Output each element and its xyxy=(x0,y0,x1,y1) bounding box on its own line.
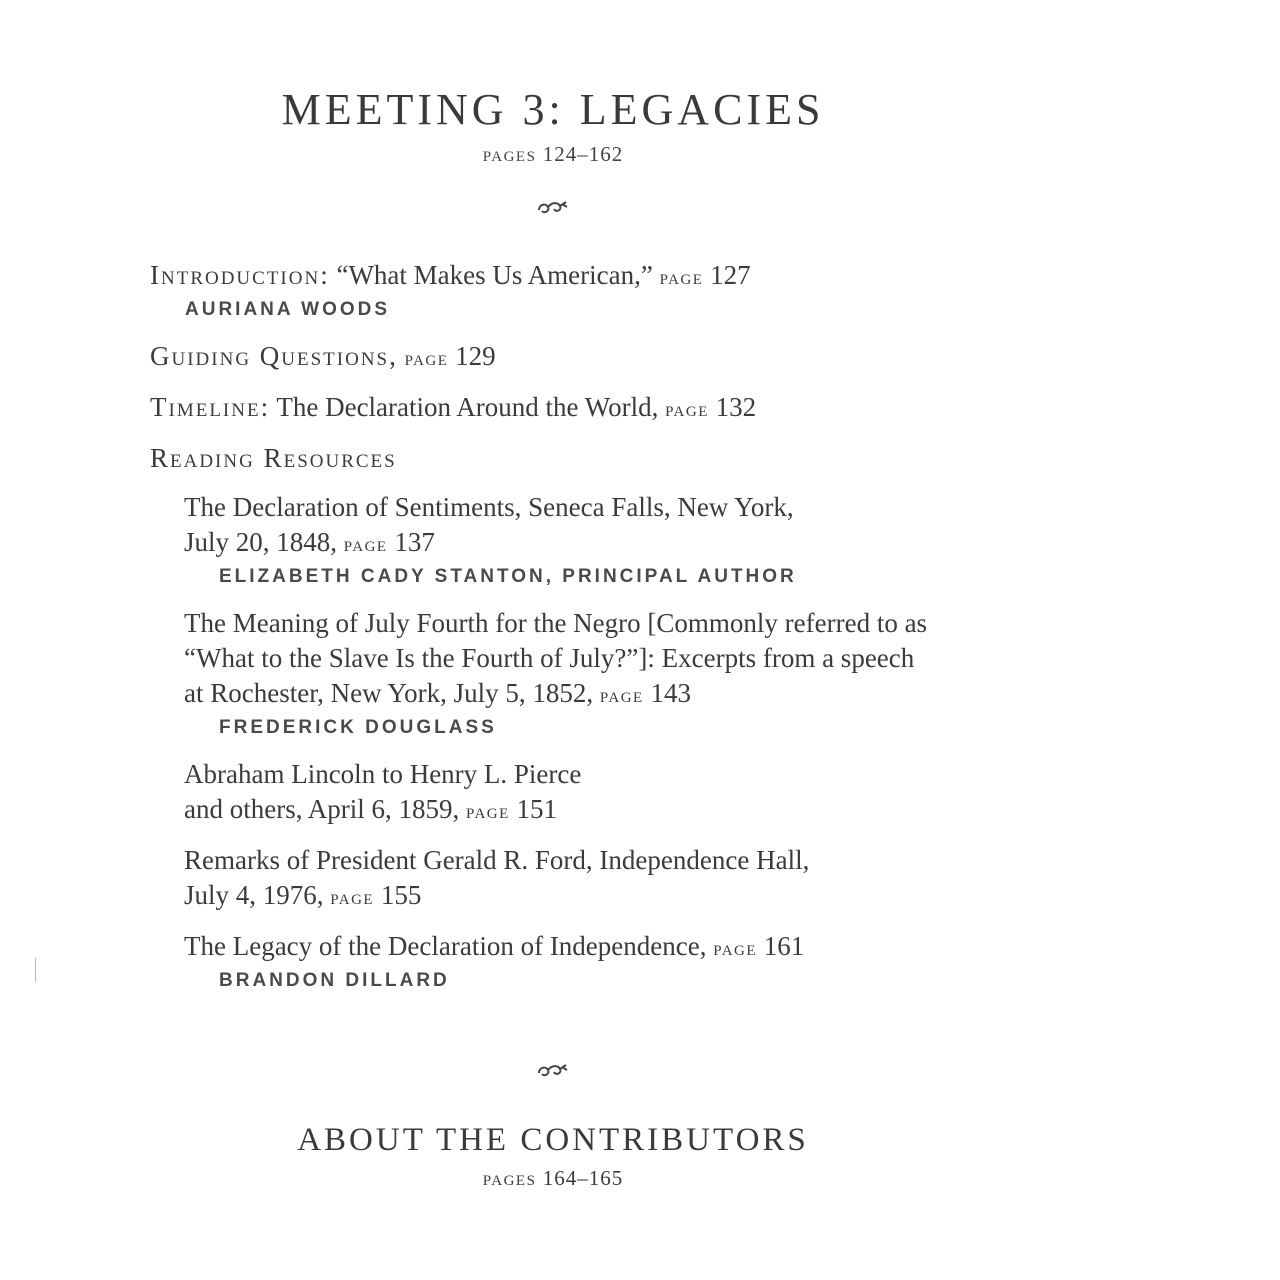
resource-item[interactable] xyxy=(150,490,970,592)
page-label: page xyxy=(330,885,375,909)
entry-author: AURIANA WOODS xyxy=(185,299,391,320)
entry-heading: Guiding Questions, xyxy=(150,341,398,371)
page-number: 143 xyxy=(650,678,691,708)
resource-item[interactable] xyxy=(150,606,970,743)
about-title: ABOUT THE CONTRIBUTORS xyxy=(297,1122,809,1158)
meeting-pages xyxy=(0,142,1106,167)
resource-line: Remarks of President Gerald R. Ford, Independence Hall, xyxy=(184,845,810,875)
page-label: page xyxy=(404,346,449,370)
resource-line: The Legacy of the Declaration of Independence, xyxy=(184,931,707,961)
fleuron-icon xyxy=(536,198,570,218)
page-label: page xyxy=(659,265,704,289)
entry-title: “What Makes Us American,” xyxy=(336,260,653,290)
section-heading: Reading Resources xyxy=(150,443,397,473)
resource-author: ELIZABETH CADY STANTON, PRINCIPAL AUTHOR xyxy=(219,566,797,587)
resource-author: BRANDON DILLARD xyxy=(219,970,450,991)
ornament-icon xyxy=(0,1058,1106,1088)
resource-author: FREDERICK DOUGLASS xyxy=(219,717,497,738)
entry-title: The Declaration Around the World, xyxy=(276,392,659,422)
toc-entry-guiding-questions[interactable] xyxy=(150,339,970,376)
page-number: 129 xyxy=(455,341,496,371)
page-label: page xyxy=(665,397,709,421)
page-number: 161 xyxy=(763,931,805,961)
resource-line: July 20, 1848, xyxy=(184,527,338,557)
about-pages-label: pages xyxy=(482,1166,537,1190)
resource-line: “What to the Slave Is the Fourth of July?”]: Excerpts from a speech xyxy=(184,643,915,673)
page-label: page xyxy=(599,683,644,707)
page-number: 137 xyxy=(394,527,435,557)
about-pages xyxy=(0,1166,1106,1191)
resource-line: and others, April 6, 1859, xyxy=(184,794,460,824)
resource-item[interactable] xyxy=(150,757,970,829)
fleuron-icon xyxy=(536,1061,570,1081)
page-number: 155 xyxy=(380,880,422,910)
table-of-contents xyxy=(150,258,970,1010)
page-label: page xyxy=(465,799,510,823)
toc-entry-reading-resources xyxy=(150,441,970,476)
toc-entry-introduction[interactable] xyxy=(150,258,970,325)
entry-heading: Timeline: xyxy=(150,392,271,422)
ornament-icon xyxy=(0,195,1106,225)
meeting-pages-label: pages xyxy=(482,142,537,166)
resource-item[interactable] xyxy=(150,929,970,996)
entry-heading: Introduction: xyxy=(150,260,330,290)
page-number: 127 xyxy=(710,260,751,290)
resource-line: The Meaning of July Fourth for the Negro [Commonly referred to as xyxy=(184,608,928,638)
page-label: page xyxy=(343,532,388,556)
resource-line: July 4, 1976, xyxy=(184,880,324,910)
resource-line: The Declaration of Sentiments, Seneca Falls, New York, xyxy=(184,492,794,522)
meeting-title: MEETING 3: LEGACIES xyxy=(281,85,825,134)
toc-entry-timeline[interactable] xyxy=(150,390,970,427)
page-number: 132 xyxy=(715,392,757,422)
page-label: page xyxy=(713,936,758,960)
resource-item[interactable] xyxy=(150,843,970,915)
meeting-pages-range: 124–162 xyxy=(542,142,624,166)
margin-mark xyxy=(35,958,36,982)
resource-line: Abraham Lincoln to Henry L. Pierce xyxy=(184,759,582,789)
page-number: 151 xyxy=(516,794,558,824)
about-pages-range: 164–165 xyxy=(542,1166,624,1190)
resource-line: at Rochester, New York, July 5, 1852, xyxy=(184,678,594,708)
